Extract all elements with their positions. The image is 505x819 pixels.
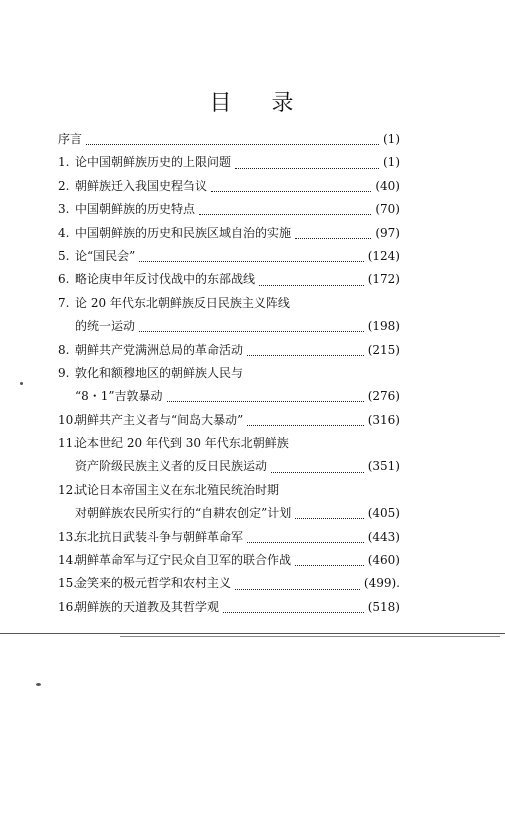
toc-line xyxy=(58,247,400,270)
table-of-contents xyxy=(58,130,400,621)
toc-line xyxy=(58,528,400,551)
toc-entry-title: 中国朝鲜族的历史特点 xyxy=(75,202,196,217)
toc-line xyxy=(58,130,400,153)
toc-entry-title: 论 20 年代东北朝鲜族反日民族主义阵线 xyxy=(75,295,290,310)
toc-entry-number: 10. xyxy=(58,412,78,427)
toc-entry-title: 资产阶级民族主义者的反日民族运动 xyxy=(75,459,268,474)
toc-entry-number: 15. xyxy=(58,576,78,591)
toc-entry-title: 敦化和额穆地区的朝鲜族人民与 xyxy=(75,365,244,380)
toc-entry-title: 朝鲜共产主义者与“间岛大暴动” xyxy=(75,412,244,427)
toc-entry-number: 3. xyxy=(58,202,70,217)
toc-leader-dots xyxy=(295,518,363,519)
toc-entry-title: 的统一运动 xyxy=(75,319,136,334)
toc-line xyxy=(58,504,400,527)
toc-line xyxy=(58,294,400,317)
toc-line xyxy=(58,364,400,387)
toc-leader-dots xyxy=(199,214,371,215)
toc-page-number: (40) xyxy=(375,178,400,193)
toc-page-number: (215) xyxy=(367,342,400,357)
toc-leader-dots xyxy=(86,144,379,145)
toc-page-number: (124) xyxy=(367,248,400,263)
toc-entry-number: 16. xyxy=(58,599,78,614)
toc-line xyxy=(58,341,400,364)
toc-entry-title: 论本世纪 20 年代到 30 年代东北朝鲜族 xyxy=(75,436,289,451)
divider-line-secondary xyxy=(120,636,500,637)
toc-entry-number: 1. xyxy=(58,155,70,170)
toc-entry-number: 9. xyxy=(58,365,70,380)
toc-page-number: (405) xyxy=(367,506,400,521)
toc-entry-number: 5. xyxy=(58,248,70,263)
toc-leader-dots xyxy=(295,565,364,566)
toc-page-number: (172) xyxy=(367,272,400,287)
toc-leader-dots xyxy=(295,238,371,239)
toc-entry-title: 略论庚申年反讨伐战中的东部战线 xyxy=(75,272,256,287)
toc-line xyxy=(58,434,400,457)
toc-line xyxy=(58,317,400,340)
title-char-right: 录 xyxy=(271,91,296,116)
toc-page-number: (316) xyxy=(367,412,400,427)
toc-leader-dots xyxy=(211,191,371,192)
toc-line xyxy=(58,200,400,223)
toc-line xyxy=(58,224,400,247)
toc-page-number: (460) xyxy=(367,553,400,568)
toc-line xyxy=(58,177,400,200)
toc-leader-dots xyxy=(259,285,364,286)
page-title xyxy=(0,86,505,117)
toc-entry-number: 6. xyxy=(58,272,70,287)
toc-leader-dots xyxy=(139,331,364,332)
toc-line xyxy=(58,481,400,504)
toc-leader-dots xyxy=(247,355,364,356)
toc-leader-dots xyxy=(247,542,364,543)
scan-speck xyxy=(20,382,23,385)
toc-entry-number: 11. xyxy=(58,436,78,451)
toc-line xyxy=(58,270,400,293)
toc-leader-dots xyxy=(167,401,364,402)
toc-entry-title: 论“国民会” xyxy=(75,248,136,263)
toc-leader-dots xyxy=(139,261,363,262)
toc-page-number: (198) xyxy=(367,319,400,334)
toc-entry-title: 朝鲜革命军与辽宁民众自卫军的联合作战 xyxy=(75,553,292,568)
toc-entry-number: 4. xyxy=(58,225,70,240)
toc-leader-dots xyxy=(223,612,364,613)
toc-page-number: (276) xyxy=(367,389,400,404)
toc-entry-title: 中国朝鲜族的历史和民族区域自治的实施 xyxy=(75,225,292,240)
toc-entry-number: 14. xyxy=(58,553,78,568)
toc-page-number: (1) xyxy=(383,155,400,170)
toc-entry-title: 东北抗日武装斗争与朝鲜革命军 xyxy=(75,529,244,544)
toc-page-number: (499). xyxy=(363,576,400,591)
title-char-left: 目 xyxy=(209,91,234,116)
toc-line xyxy=(58,457,400,480)
toc-entry-number: 2. xyxy=(58,178,70,193)
toc-page-number: (1) xyxy=(383,132,400,146)
toc-entry-title: 试论日本帝国主义在东北殖民统治时期 xyxy=(75,482,280,497)
toc-entry-title: 金笑来的极元哲学和农村主义 xyxy=(75,576,232,591)
toc-line xyxy=(58,153,400,176)
toc-line xyxy=(58,551,400,574)
toc-entry-title: 朝鲜族的天道教及其哲学观 xyxy=(75,599,220,614)
toc-entry-title: 朝鲜共产党满洲总局的革命活动 xyxy=(75,342,244,357)
toc-line xyxy=(58,411,400,434)
toc-entry-number: 7. xyxy=(58,295,70,310)
divider-line xyxy=(0,633,505,634)
toc-leader-dots xyxy=(235,589,360,590)
toc-entry-title: 论中国朝鲜族历史的上限问题 xyxy=(75,155,232,170)
toc-page-number: (518) xyxy=(367,599,400,614)
toc-page-number: (351) xyxy=(367,459,400,474)
toc-entry-title: 序言 xyxy=(58,132,83,146)
toc-leader-dots xyxy=(271,472,364,473)
toc-entry-title: “8・1”吉敦暴动 xyxy=(75,389,163,404)
toc-leader-dots xyxy=(235,168,379,169)
toc-entry-number: 13. xyxy=(58,529,78,544)
toc-entry-number: 12. xyxy=(58,482,78,497)
toc-entry-number: 8. xyxy=(58,342,70,357)
scan-speck xyxy=(36,683,41,686)
toc-page-number: (70) xyxy=(375,202,400,217)
toc-leader-dots xyxy=(247,425,363,426)
toc-entry-title: 对朝鲜族农民所实行的“自耕农创定”计划 xyxy=(75,506,292,521)
toc-page-number: (97) xyxy=(375,225,400,240)
toc-line xyxy=(58,598,400,621)
toc-page-number: (443) xyxy=(367,529,400,544)
toc-entry-title: 朝鲜族迁入我国史程刍议 xyxy=(75,178,208,193)
toc-line xyxy=(58,387,400,410)
toc-line xyxy=(58,574,400,597)
